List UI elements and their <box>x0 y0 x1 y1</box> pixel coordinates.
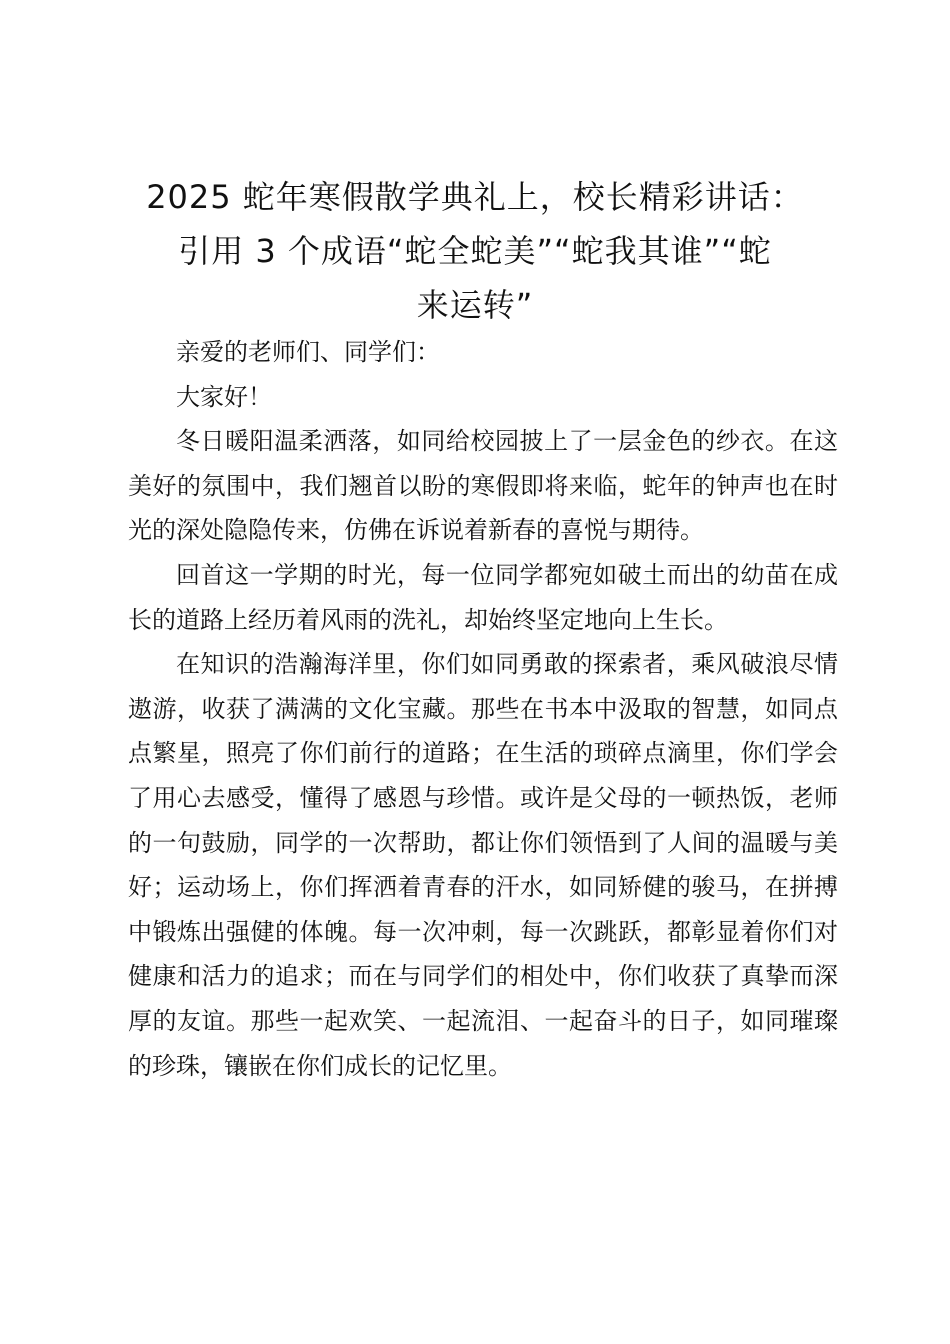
paragraph-winter: 冬日暖阳温柔洒落，如同给校园披上了一层金色的纱衣。在这美好的氛围中，我们翘首以盼的寒假即将来临，蛇年的钟声也在时光的深处隐隐传来，仿佛在诉说着新春的喜悦与期待。 <box>128 427 838 545</box>
title-line-2: 引用 3 个成语“蛇全蛇美”“蛇我其谁”“蛇 <box>178 232 772 270</box>
salutation: 亲爱的老师们、同学们： <box>176 338 440 366</box>
paragraph-knowledge: 在知识的浩瀚海洋里，你们如同勇敢的探索者，乘风破浪尽情遨游，收获了满满的文化宝藏。那些在书本中汲取的智慧，如同点点繁星，照亮了你们前行的道路；在生活的琐碎点滴里，你们学会了用心去感受，懂得了感恩与珍惜。或许是父母的一顿热饭，老师的一句鼓励，同学的一次帮助，都让你们领悟到了人间的温暖与美好；运动场上，你们挥洒着青春的汗水，如同矫健的骏马，在拼搏中锻炼出强健的体魄。每一次冲刺，每一次跳跃，都彰显着你们对健康和活力的追求；而在与同学们的相处中，你们收获了真挚而深厚的友谊。那些一起欢笑、一起流泪、一起奋斗的日子，如同璀璨的珍珠，镶嵌在你们成长的记忆里。 <box>128 650 838 1080</box>
document-body <box>128 330 838 1088</box>
greeting: 大家好！ <box>176 382 272 411</box>
title-line-1: 2025 蛇年寒假散学典礼上，校长精彩讲话： <box>146 178 804 216</box>
title-line-3: 来运转” <box>416 286 534 324</box>
document-title <box>110 170 840 332</box>
paragraph-review: 回首这一学期的时光，每一位同学都宛如破土而出的幼苗在成长的道路上经历着风雨的洗礼，却始终坚定地向上生长。 <box>128 560 838 634</box>
